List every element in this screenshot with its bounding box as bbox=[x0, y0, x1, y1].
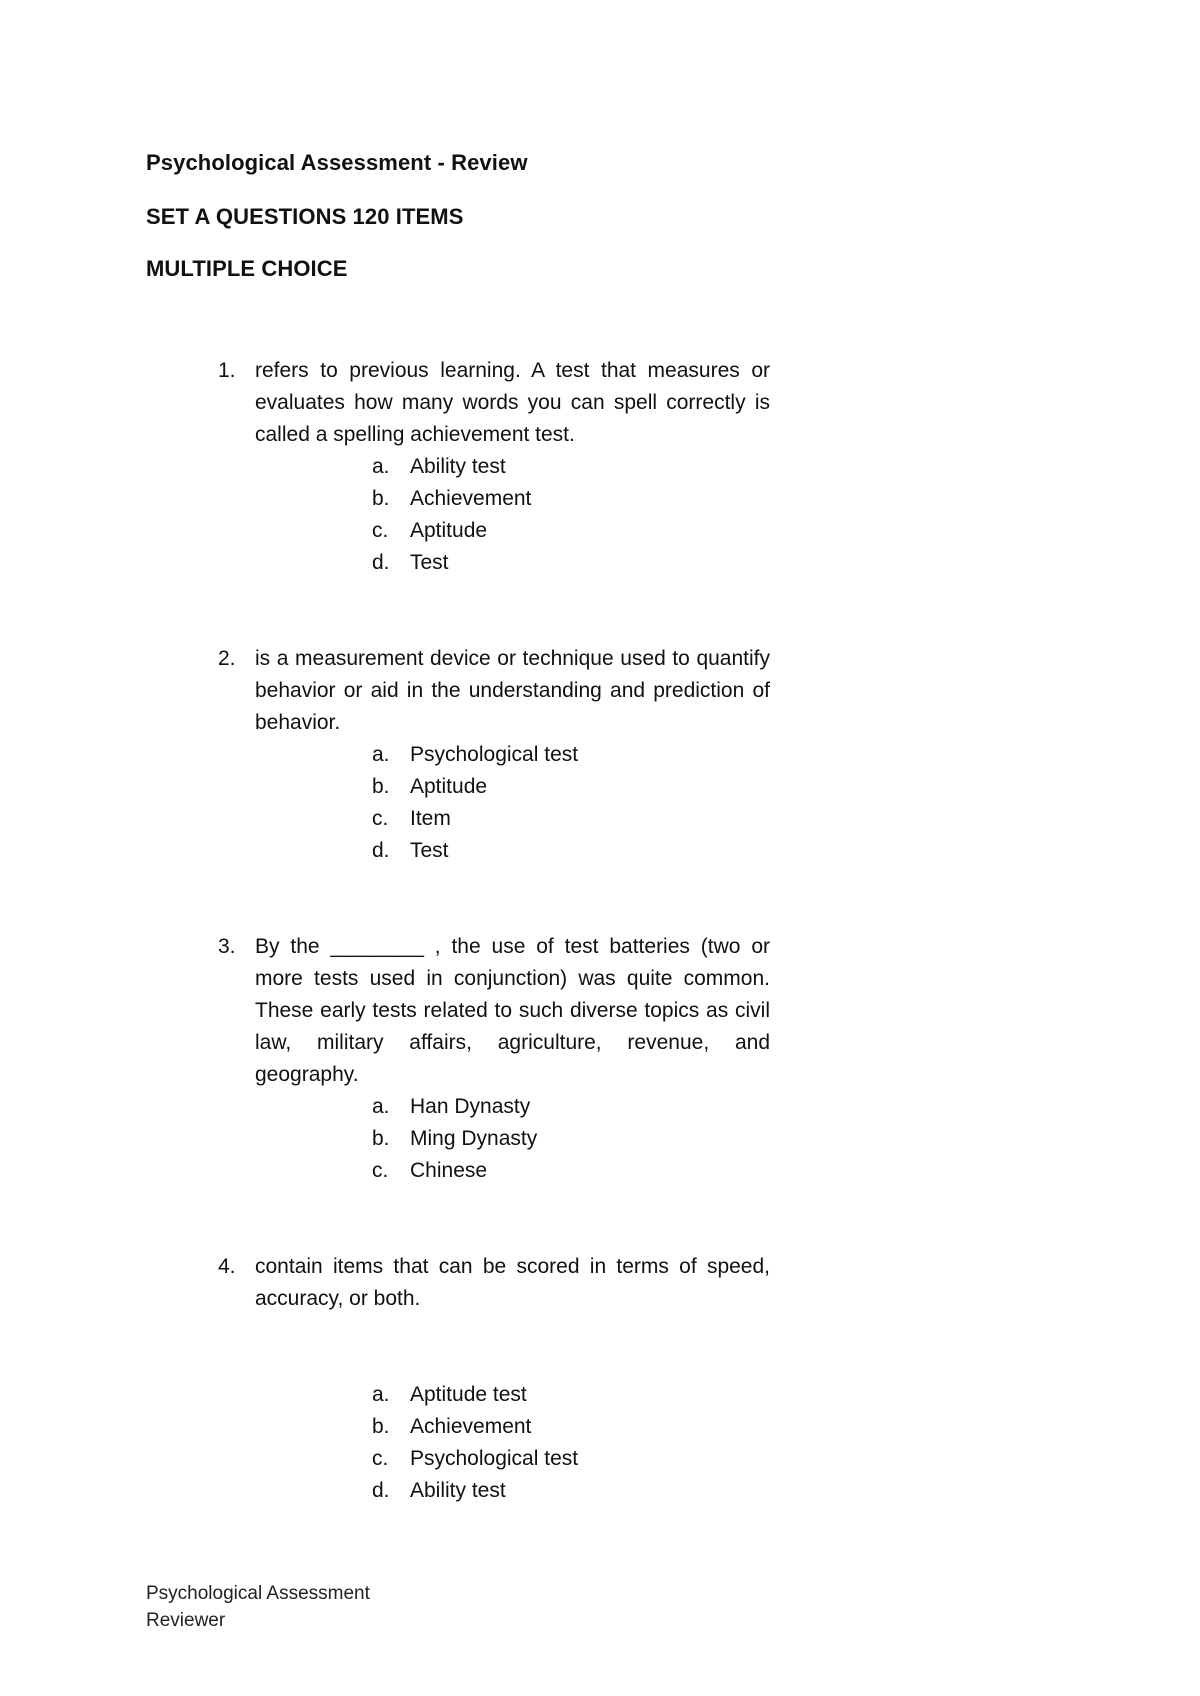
choice-item bbox=[372, 1475, 770, 1507]
choice-letter: b. bbox=[372, 487, 390, 510]
choice-list bbox=[372, 1379, 770, 1507]
choice-text: Han Dynasty bbox=[410, 1095, 531, 1118]
choice-text: Aptitude test bbox=[410, 1383, 527, 1406]
document-title: Psychological Assessment - Review bbox=[146, 150, 528, 175]
question-3 bbox=[218, 931, 770, 1187]
choice-letter: b. bbox=[372, 1127, 390, 1150]
choice-letter: d. bbox=[372, 551, 390, 574]
choice-letter: c. bbox=[372, 807, 389, 830]
choice-item bbox=[372, 1123, 770, 1155]
question-number: 3. bbox=[218, 935, 236, 958]
choice-letter: a. bbox=[372, 455, 390, 478]
question-4 bbox=[218, 1251, 770, 1507]
choice-item bbox=[372, 547, 770, 579]
choice-letter: b. bbox=[372, 775, 390, 798]
choice-item bbox=[372, 803, 770, 835]
choice-letter: d. bbox=[372, 1479, 390, 1502]
choice-text: Test bbox=[410, 839, 449, 862]
choice-text: Ability test bbox=[410, 1479, 506, 1502]
choice-item bbox=[372, 451, 770, 483]
choice-text: Chinese bbox=[410, 1159, 488, 1182]
choice-item bbox=[372, 483, 770, 515]
choice-text: Ming Dynasty bbox=[410, 1127, 538, 1150]
question-text: is a measurement device or technique used to quantify behavior or aid in the understanding and prediction of behavior. bbox=[255, 647, 770, 734]
choice-item bbox=[372, 739, 770, 771]
choice-item bbox=[372, 1411, 770, 1443]
choice-text: Test bbox=[410, 551, 449, 574]
question-number: 4. bbox=[218, 1255, 236, 1278]
choice-item bbox=[372, 515, 770, 547]
choice-list bbox=[372, 1091, 770, 1187]
choice-letter: c. bbox=[372, 1447, 389, 1470]
question-1 bbox=[218, 355, 770, 579]
choice-text: Achievement bbox=[410, 487, 532, 510]
choice-letter: b. bbox=[372, 1415, 390, 1438]
choice-text: Psychological test bbox=[410, 743, 579, 766]
choice-letter: a. bbox=[372, 1383, 390, 1406]
choice-item bbox=[372, 1379, 770, 1411]
question-text: By the ________ , the use of test batteries (two or more tests used in conjunction) was quite common. These early tests related to such diverse topics as civil law, military affairs, agriculture, revenue, and geography. bbox=[255, 935, 770, 1086]
blank-gap bbox=[218, 1315, 770, 1379]
choice-text: Aptitude bbox=[410, 775, 488, 798]
page-footer bbox=[146, 1580, 370, 1634]
choice-item bbox=[372, 1091, 770, 1123]
choice-list bbox=[372, 451, 770, 579]
choice-item bbox=[372, 1155, 770, 1187]
choice-letter: a. bbox=[372, 1095, 390, 1118]
question-number: 2. bbox=[218, 647, 236, 670]
choice-letter: a. bbox=[372, 743, 390, 766]
question-2 bbox=[218, 643, 770, 867]
choice-item bbox=[372, 771, 770, 803]
choice-letter: c. bbox=[372, 1159, 389, 1182]
footer-line-2: Reviewer bbox=[146, 1610, 226, 1631]
question-text: refers to previous learning. A test that measures or evaluates how many words you can spell correctly is called a spelling achievement test. bbox=[255, 359, 770, 446]
choice-text: Achievement bbox=[410, 1415, 532, 1438]
choice-list bbox=[372, 739, 770, 867]
set-label: SET A QUESTIONS 120 ITEMS bbox=[146, 204, 464, 229]
choice-item bbox=[372, 1443, 770, 1475]
question-text: contain items that can be scored in terms of speed, accuracy, or both. bbox=[255, 1255, 770, 1310]
footer-line-1: Psychological Assessment bbox=[146, 1583, 370, 1604]
choice-text: Aptitude bbox=[410, 519, 488, 542]
choice-item bbox=[372, 835, 770, 867]
choice-text: Ability test bbox=[410, 455, 506, 478]
question-number: 1. bbox=[218, 359, 236, 382]
choice-text: Item bbox=[410, 807, 451, 830]
choice-text: Psychological test bbox=[410, 1447, 579, 1470]
section-label: MULTIPLE CHOICE bbox=[146, 256, 348, 281]
choice-letter: c. bbox=[372, 519, 389, 542]
choice-letter: d. bbox=[372, 839, 390, 862]
